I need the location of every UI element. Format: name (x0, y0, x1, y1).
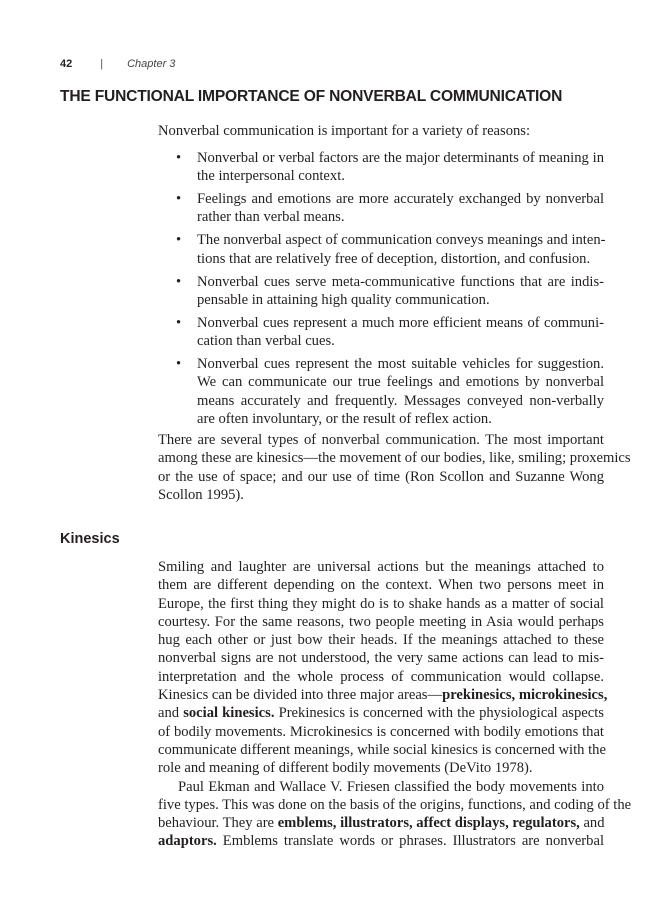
text-line (197, 332, 604, 350)
subheading-kinesics: Kinesics (60, 531, 120, 547)
text-run: role and meaning of different bodily movements (DeVito 1978). (158, 760, 533, 777)
bullet-item (176, 190, 604, 227)
text-line (197, 208, 604, 226)
bullet-list (176, 149, 606, 433)
text-run: courtesy. For the same reasons, two people meeting in Asia would perhaps (158, 613, 604, 630)
text-line (197, 410, 604, 428)
text-run: interpretation and the whole process of communication would collapse. (158, 668, 604, 685)
text-line (197, 231, 604, 249)
bullet-icon: • (176, 191, 182, 208)
text-line (197, 373, 604, 391)
bullet-item (176, 314, 604, 351)
text-run: five types. This was done on the basis of the origins, functions, and coding of the (158, 796, 632, 813)
text-line (158, 723, 604, 741)
bold-term: social kinesics. (183, 705, 275, 722)
text-line (158, 595, 604, 613)
text-run: We can communicate our true feelings and emotions by nonverbal (197, 374, 604, 391)
text-run: Nonverbal or verbal factors are the major determinants of meaning in (197, 150, 604, 166)
text-line (158, 431, 604, 449)
bold-term: emblems, illustrators, affect displays, regulators, (277, 815, 580, 832)
text-line (197, 167, 604, 185)
text-line (197, 314, 604, 332)
bullet-icon: • (176, 273, 182, 290)
text-run: communicate different meanings, while social kinesics is concerned with the (158, 741, 606, 758)
text-run: Nonverbal cues serve meta-communicative functions that are indis- (197, 273, 604, 290)
text-run: Prekinesics is concerned with the physiological aspects (274, 705, 604, 722)
chapter-label: Chapter 3 (127, 58, 176, 70)
text-line (197, 355, 604, 373)
text-run: Smiling and laughter are universal actions but the meanings attached to (158, 559, 604, 575)
text-run: There are several types of nonverbal communication. The most important (158, 432, 604, 448)
text-line (197, 190, 604, 208)
text-run: the interpersonal context. (197, 168, 345, 185)
text-run: nonverbal signs are not understood, the very same actions can lead to mis- (158, 650, 604, 667)
header-separator: | (100, 58, 104, 70)
text-line (158, 759, 604, 777)
text-line (158, 576, 604, 594)
types-paragraph (158, 431, 631, 504)
text-run: tions that are relatively free of deception, distortion, and confusion. (197, 250, 591, 267)
text-run: The nonverbal aspect of communication conveys meanings and inten- (197, 232, 606, 249)
text-line (158, 686, 608, 704)
text-line (158, 558, 604, 576)
intro-paragraph (158, 122, 604, 140)
text-run: Feelings and emotions are more accurately exchanged by nonverbal (197, 191, 604, 208)
bullet-icon: • (176, 232, 182, 249)
bullet-item (176, 231, 606, 268)
text-line (197, 291, 604, 309)
text-run: Scollon 1995). (158, 486, 244, 503)
text-line (158, 468, 604, 486)
section-title: THE FUNCTIONAL IMPORTANCE OF NONVERBAL COMMUNICATION (60, 88, 563, 105)
page-number: 42 (60, 58, 73, 70)
text-line (158, 122, 604, 140)
text-run: of bodily movements. Microkinesics is concerned with bodily emotions that (158, 723, 604, 740)
text-run: pensable in attaining high quality communication. (197, 291, 490, 308)
text-run: means accurately and frequently. Messages conveyed non-verbally (197, 392, 604, 409)
text-line (197, 273, 604, 291)
bullet-icon: • (176, 314, 182, 331)
text-run: and (579, 815, 605, 832)
bullet-item (176, 355, 604, 428)
text-run: and (158, 705, 184, 722)
text-run: or the use of space; and our use of time (Ron Scollon and Suzanne Wong (158, 468, 604, 485)
text-run: Nonverbal cues represent a much more efficient means of communi- (197, 314, 604, 331)
text-line (158, 631, 604, 649)
text-run: among these are kinesics—the movement of our bodies, like, smiling; proxemics (158, 450, 631, 467)
text-run: them are different depending on the context. When two persons meet in (158, 577, 604, 594)
text-line (197, 149, 604, 167)
text-run: Nonverbal cues represent the most suitable vehicles for suggestion. (197, 355, 604, 372)
text-line (158, 668, 604, 686)
bullet-item (176, 149, 604, 186)
bullet-icon: • (176, 150, 182, 166)
ekman-paragraph (158, 778, 632, 851)
kinesics-paragraph (158, 558, 608, 778)
text-line (197, 250, 604, 268)
text-run: Nonverbal communication is important for a variety of reasons: (158, 123, 531, 139)
text-line (158, 649, 604, 667)
text-run: hug each other or just bow their heads. If the meanings attached to these (158, 632, 604, 649)
text-run: Kinesics can be divided into three major areas— (158, 687, 443, 704)
text-line (158, 486, 604, 504)
text-line (158, 613, 604, 631)
text-line (158, 796, 632, 814)
bullet-icon: • (176, 355, 182, 372)
bold-term: prekinesics, microkinesics, (442, 687, 608, 704)
text-run: Paul Ekman and Wallace V. Friesen classified the body movements into (178, 778, 604, 795)
text-run: cation than verbal cues. (197, 333, 335, 350)
text-run: behaviour. They are (158, 815, 278, 832)
text-line (158, 741, 604, 759)
bullet-item (176, 273, 604, 310)
bold-term: adaptors. (158, 833, 217, 850)
text-line (158, 704, 604, 722)
text-line (158, 814, 604, 832)
text-line (158, 449, 631, 467)
running-header (60, 58, 175, 70)
text-run: rather than verbal means. (197, 209, 345, 226)
text-run: are often involuntary, or the result of reflex action. (197, 410, 492, 427)
text-run: Europe, the first thing they might do is to shake hands as a matter of social (158, 595, 604, 612)
text-line (197, 392, 604, 410)
text-run: Emblems translate words or phrases. Illustrators are nonverbal (216, 833, 604, 850)
text-line (158, 832, 604, 850)
text-line (158, 778, 604, 796)
